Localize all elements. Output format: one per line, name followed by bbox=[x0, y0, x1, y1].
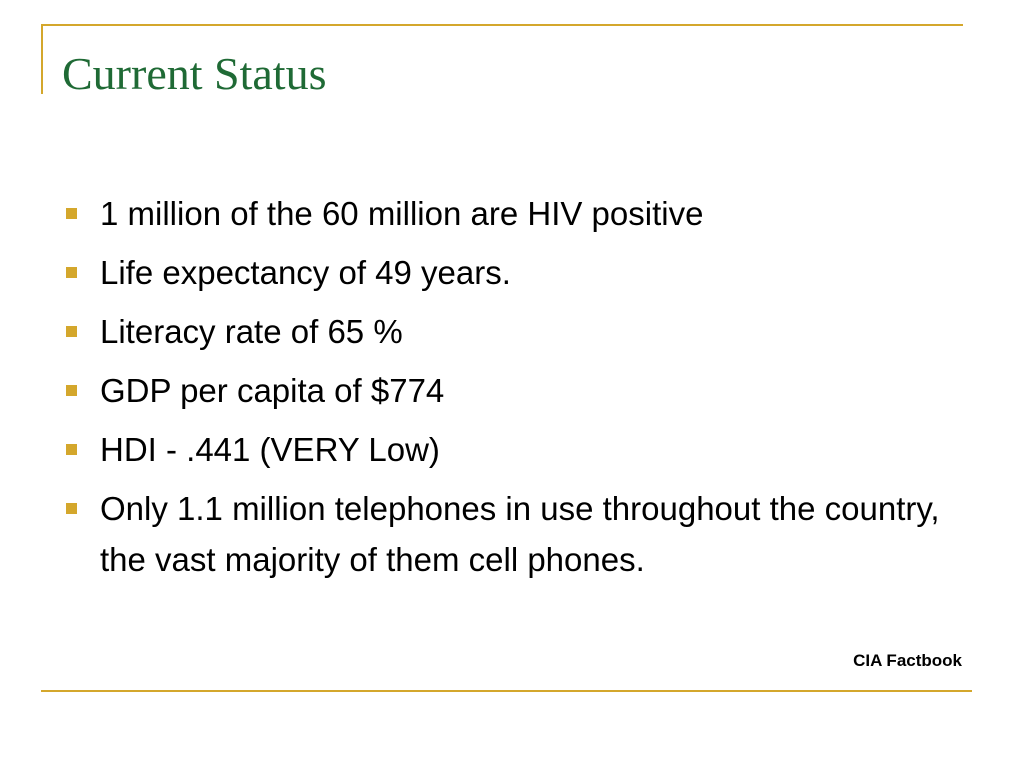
bullet-item bbox=[66, 365, 966, 417]
bullet-item bbox=[66, 483, 960, 585]
square-bullet-icon bbox=[66, 267, 77, 278]
left-border-line bbox=[41, 24, 43, 94]
bullet-text: Life expectancy of 49 years. bbox=[100, 254, 511, 291]
square-bullet-icon bbox=[66, 385, 77, 396]
bullet-list bbox=[66, 188, 966, 592]
top-border-line bbox=[41, 24, 963, 26]
bullet-item bbox=[66, 306, 966, 358]
bullet-text: Literacy rate of 65 % bbox=[100, 313, 403, 350]
bullet-text: GDP per capita of $774 bbox=[100, 372, 445, 409]
square-bullet-icon bbox=[66, 326, 77, 337]
bullet-text: Only 1.1 million telephones in use throughout the country, the vast majority of them cell phones. bbox=[100, 490, 940, 578]
bullet-item bbox=[66, 188, 966, 240]
slide-title: Current Status bbox=[62, 48, 327, 99]
bottom-border-line bbox=[41, 690, 972, 692]
bullet-text: 1 million of the 60 million are HIV positive bbox=[100, 195, 704, 232]
bullet-item bbox=[66, 424, 966, 476]
square-bullet-icon bbox=[66, 208, 77, 219]
square-bullet-icon bbox=[66, 444, 77, 455]
source-citation: CIA Factbook bbox=[853, 651, 962, 670]
bullet-item bbox=[66, 247, 966, 299]
bullet-text: HDI - .441 (VERY Low) bbox=[100, 431, 440, 468]
square-bullet-icon bbox=[66, 503, 77, 514]
